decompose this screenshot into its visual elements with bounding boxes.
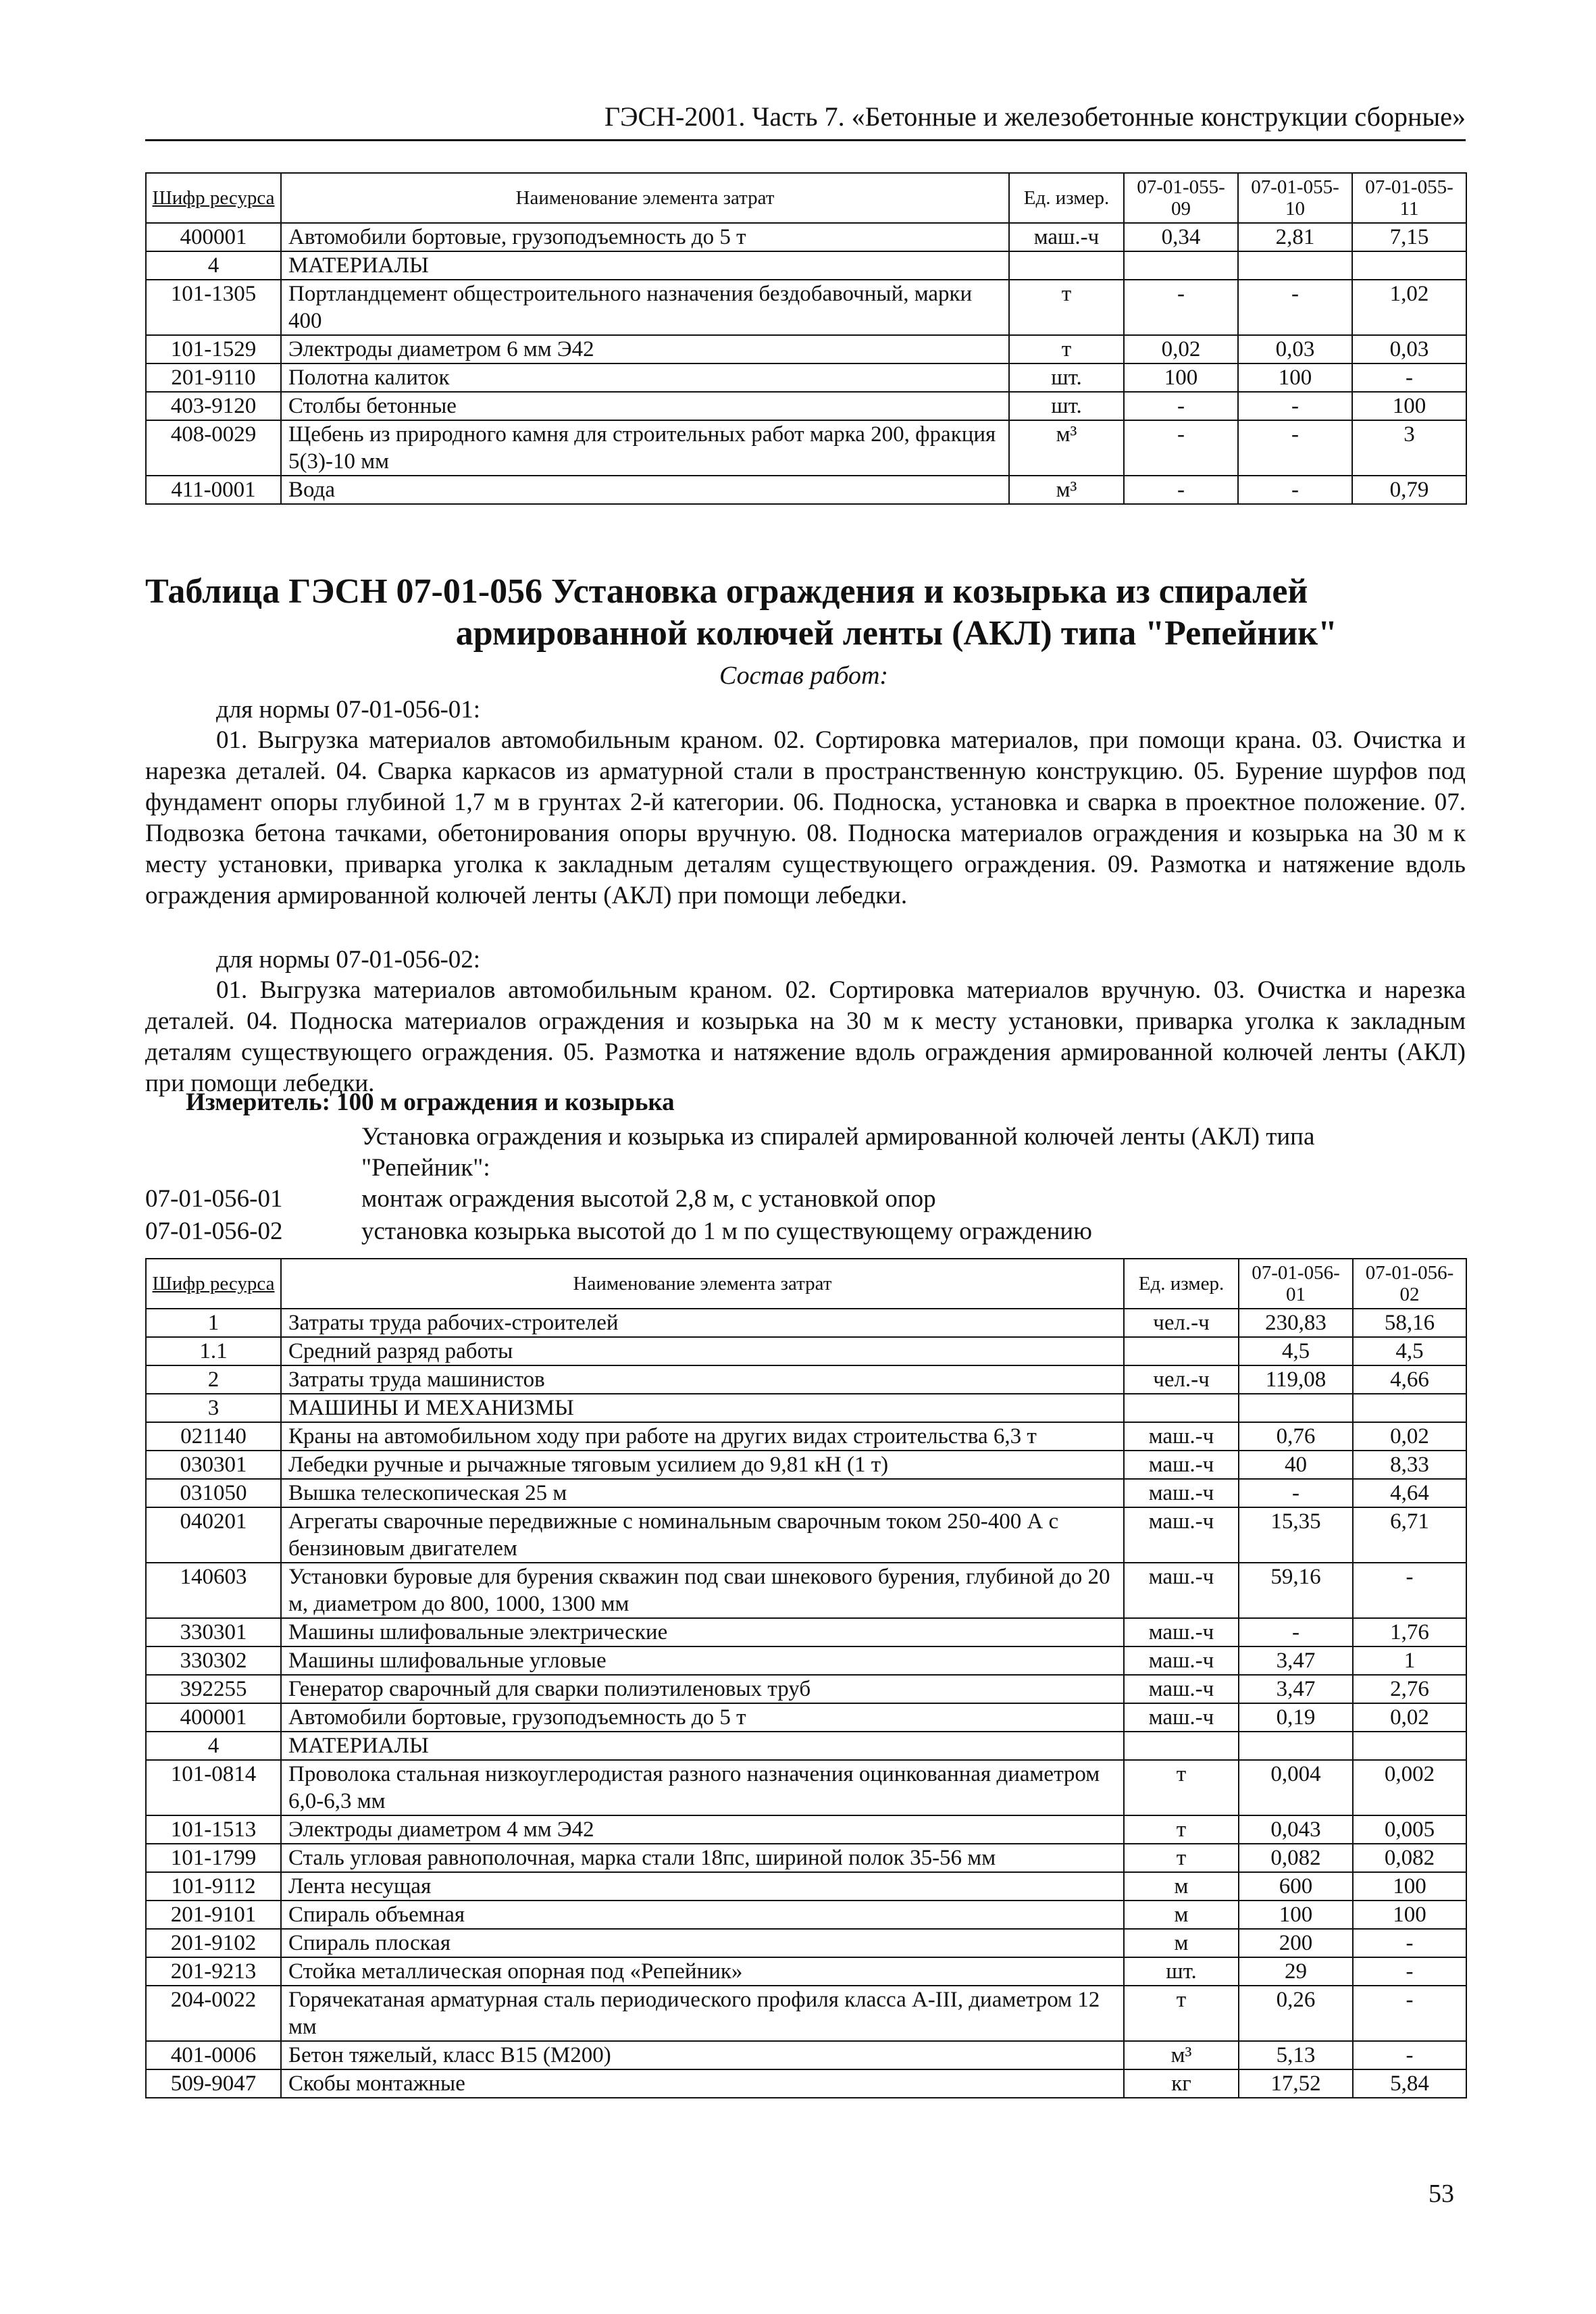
cell-value-2: [1238, 251, 1352, 280]
cell-code: 392255: [146, 1675, 281, 1703]
cell-name: Лебедки ручные и рычажные тяговым усилием до 9,81 кН (1 т): [281, 1451, 1124, 1479]
cell-unit: м: [1124, 1929, 1239, 1957]
header-col-2: 07-01-055-10: [1238, 173, 1352, 223]
cell-value-1: 29: [1239, 1957, 1353, 1986]
table-row: [146, 1479, 1466, 1507]
cell-value-3: 7,15: [1352, 223, 1466, 251]
cell-value-2: 5,84: [1353, 2069, 1466, 2098]
table-row: [146, 392, 1466, 420]
cell-unit: м³: [1009, 420, 1124, 476]
norm-label-02: для нормы 07-01-056-02:: [216, 946, 481, 974]
cell-code: 101-1529: [146, 335, 281, 363]
header-name: Наименование элемента затрат: [281, 173, 1009, 223]
cell-value-2: -: [1353, 1957, 1466, 1986]
cell-code: 4: [146, 251, 281, 280]
cell-name: Проволока стальная низкоуглеродистая разного назначения оцинкованная диаметром 6,0-6,3 мм: [281, 1760, 1124, 1815]
header-col-3: 07-01-055-11: [1352, 173, 1466, 223]
cell-value-2: 1,76: [1353, 1618, 1466, 1646]
cell-unit: маш.-ч: [1124, 1507, 1239, 1563]
cell-value-2: 58,16: [1353, 1309, 1466, 1337]
cell-value-2: 6,71: [1353, 1507, 1466, 1563]
header-code: Шифр ресурса: [146, 1259, 281, 1309]
cell-name: Полотна калиток: [281, 363, 1009, 392]
cell-value-3: 0,03: [1352, 335, 1466, 363]
cell-value-1: -: [1124, 280, 1238, 335]
cell-code: 101-1799: [146, 1844, 281, 1872]
cell-unit: чел.-ч: [1124, 1309, 1239, 1337]
header-col-1: 07-01-055-09: [1124, 173, 1238, 223]
cell-value-2: 2,81: [1238, 223, 1352, 251]
cell-value-1: -: [1124, 476, 1238, 504]
norm-code: 07-01-056-02: [145, 1217, 283, 1245]
norm-code: 07-01-056-01: [145, 1185, 283, 1213]
cell-name: Автомобили бортовые, грузоподъемность до 5 т: [281, 1703, 1124, 1732]
cell-value-2: 0,005: [1353, 1815, 1466, 1844]
table-row: [146, 1646, 1466, 1675]
cell-code: 330301: [146, 1618, 281, 1646]
header-unit: Ед. измер.: [1124, 1259, 1239, 1309]
cell-name: Бетон тяжелый, класс В15 (М200): [281, 2041, 1124, 2069]
table-row: [146, 223, 1466, 251]
norm-row: [145, 1184, 936, 1215]
cell-value-2: 4,66: [1353, 1365, 1466, 1394]
cell-name: Лента несущая: [281, 1872, 1124, 1901]
cell-value-3: 3: [1352, 420, 1466, 476]
page-number: 53: [1428, 2180, 1454, 2208]
table-row: [146, 2041, 1466, 2069]
table-row: [146, 1337, 1466, 1365]
cell-name: Вода: [281, 476, 1009, 504]
cell-code: 201-9101: [146, 1901, 281, 1929]
cell-unit: маш.-ч: [1124, 1618, 1239, 1646]
cell-value-1: -: [1239, 1479, 1353, 1507]
header-col-1: 07-01-056-01: [1239, 1259, 1353, 1309]
cell-value-2: -: [1353, 2041, 1466, 2069]
cell-name: Агрегаты сварочные передвижные с номинальным сварочным током 250-400 А с бензиновым двигателем: [281, 1507, 1124, 1563]
cell-name: Машины шлифовальные угловые: [281, 1646, 1124, 1675]
cell-value-3: -: [1352, 363, 1466, 392]
cell-value-1: 59,16: [1239, 1563, 1353, 1618]
cell-value-1: 0,34: [1124, 223, 1238, 251]
cell-value-2: -: [1238, 392, 1352, 420]
cell-name: Спираль плоская: [281, 1929, 1124, 1957]
cell-code: 040201: [146, 1507, 281, 1563]
cell-value-1: -: [1124, 420, 1238, 476]
table-row: [146, 1618, 1466, 1646]
table-row: [146, 1901, 1466, 1929]
cell-value-1: 3,47: [1239, 1675, 1353, 1703]
cell-code: 4: [146, 1732, 281, 1760]
cell-value-1: 200: [1239, 1929, 1353, 1957]
cell-unit: маш.-ч: [1124, 1703, 1239, 1732]
cell-value-2: -: [1238, 476, 1352, 504]
cell-code: 140603: [146, 1563, 281, 1618]
header-code: Шифр ресурса: [146, 173, 281, 223]
cell-unit: т: [1124, 1844, 1239, 1872]
cell-value-1: [1239, 1732, 1353, 1760]
cell-value-1: 4,5: [1239, 1337, 1353, 1365]
table-row: [146, 335, 1466, 363]
cell-unit: шт.: [1124, 1957, 1239, 1986]
cell-value-1: 17,52: [1239, 2069, 1353, 2098]
table-title-line-2: армированной колючей ленты (АКЛ) типа "Репейник": [455, 614, 1337, 653]
cell-name: Краны на автомобильном ходу при работе на других видах строительства 6,3 т: [281, 1422, 1124, 1451]
table-header-row: [146, 173, 1466, 223]
cell-unit: маш.-ч: [1124, 1479, 1239, 1507]
cell-name: Щебень из природного камня для строительных работ марка 200, фракция 5(3)-10 мм: [281, 420, 1009, 476]
cell-code: 400001: [146, 223, 281, 251]
cell-value-1: 5,13: [1239, 2041, 1353, 2069]
cell-code: 408-0029: [146, 420, 281, 476]
cell-value-2: 100: [1238, 363, 1352, 392]
table-row: [146, 1309, 1466, 1337]
cell-value-1: 40: [1239, 1451, 1353, 1479]
cell-value-2: 0,082: [1353, 1844, 1466, 1872]
cell-value-1: 100: [1124, 363, 1238, 392]
cell-value-2: 0,03: [1238, 335, 1352, 363]
cell-name: Скобы монтажные: [281, 2069, 1124, 2098]
cell-unit: т: [1124, 1760, 1239, 1815]
table-row: [146, 1451, 1466, 1479]
cell-value-1: 100: [1239, 1901, 1353, 1929]
works-text-02: 01. Выгрузка материалов автомобильным краном. 02. Сортировка материалов вручную. 03. Очистка и нарезка деталей. 04. Подноска материалов ограждения и козырька на 30 м к месту установки, приварка уголка к закладным деталям существующего ограждения. 05. Размотка и натяжение вдоль ограждения армированной колючей ленты (АКЛ) при помощи лебедки.: [145, 976, 1466, 1097]
cell-unit: м³: [1124, 2041, 1239, 2069]
table-title-line-1: Таблица ГЭСН 07-01-056 Установка ограждения и козырька из спиралей: [145, 572, 1308, 611]
header-col-2: 07-01-056-02: [1353, 1259, 1466, 1309]
cell-code: 021140: [146, 1422, 281, 1451]
cell-value-1: 0,02: [1124, 335, 1238, 363]
cell-name: МАТЕРИАЛЫ: [281, 251, 1009, 280]
cell-value-2: 0,02: [1353, 1422, 1466, 1451]
cell-unit: шт.: [1009, 363, 1124, 392]
table-row: [146, 363, 1466, 392]
cell-unit: шт.: [1009, 392, 1124, 420]
cell-value-2: 0,02: [1353, 1703, 1466, 1732]
cell-name: Сталь угловая равнополочная, марка стали 18пс, шириной полок 35-56 мм: [281, 1844, 1124, 1872]
cell-code: 101-1513: [146, 1815, 281, 1844]
cell-value-1: 119,08: [1239, 1365, 1353, 1394]
norm-text: монтаж ограждения высотой 2,8 м, с установкой опор: [361, 1185, 936, 1213]
table-header-row: [146, 1259, 1466, 1309]
cell-name: МАТЕРИАЛЫ: [281, 1732, 1124, 1760]
cell-name: Генератор сварочный для сварки полиэтиленовых труб: [281, 1675, 1124, 1703]
norm-description: Установка ограждения и козырька из спиралей армированной колючей ленты (АКЛ) типа "Репейник":: [361, 1123, 1315, 1182]
cell-name: Стойка металлическая опорная под «Репейник»: [281, 1957, 1124, 1986]
table-row: [146, 1563, 1466, 1618]
cell-name: Электроды диаметром 4 мм Э42: [281, 1815, 1124, 1844]
table-row: [146, 1422, 1466, 1451]
cell-value-1: [1124, 251, 1238, 280]
cell-code: 201-9102: [146, 1929, 281, 1957]
resource-table-055: [145, 172, 1467, 505]
table-row: [146, 1957, 1466, 1986]
cell-code: 509-9047: [146, 2069, 281, 2098]
cell-code: 330302: [146, 1646, 281, 1675]
cell-value-2: -: [1353, 1929, 1466, 1957]
cell-code: 204-0022: [146, 1986, 281, 2041]
cell-unit: т: [1124, 1986, 1239, 2041]
table-row: [146, 1507, 1466, 1563]
header-unit: Ед. измер.: [1009, 173, 1124, 223]
cell-code: 101-1305: [146, 280, 281, 335]
meter-unit: Измеритель: 100 м ограждения и козырька: [186, 1088, 675, 1116]
cell-code: 400001: [146, 1703, 281, 1732]
cell-value-3: 100: [1352, 392, 1466, 420]
cell-name: Столбы бетонные: [281, 392, 1009, 420]
cell-value-3: 1,02: [1352, 280, 1466, 335]
table-row: [146, 1394, 1466, 1422]
cell-code: 030301: [146, 1451, 281, 1479]
cell-unit: м: [1124, 1901, 1239, 1929]
norm-row: [145, 1216, 1092, 1247]
cell-unit: кг: [1124, 2069, 1239, 2098]
cell-value-1: 0,004: [1239, 1760, 1353, 1815]
cell-name: Вышка телескопическая 25 м: [281, 1479, 1124, 1507]
cell-name: Спираль объемная: [281, 1901, 1124, 1929]
table-row: [146, 1675, 1466, 1703]
running-header: ГЭСН-2001. Часть 7. «Бетонные и железобетонные конструкции сборные»: [145, 101, 1466, 141]
cell-name: Автомобили бортовые, грузоподъемность до 5 т: [281, 223, 1009, 251]
norm-label-01: для нормы 07-01-056-01:: [216, 696, 481, 724]
table-row: [146, 1986, 1466, 2041]
cell-code: 411-0001: [146, 476, 281, 504]
norm-text: установка козырька высотой до 1 м по существующему ограждению: [361, 1217, 1092, 1245]
cell-code: 201-9110: [146, 363, 281, 392]
works-text-01: 01. Выгрузка материалов автомобильным краном. 02. Сортировка материалов, при помощи крана. 03. Очистка и нарезка деталей. 04. Сварка каркасов из арматурной стали в пространственную конструкцию. 05. Бурение шурфов под фундамент опоры глубиной 1,7 м в грунтах 2-й категории. 06. Подноска, установка и сварка в проектное положение. 07. Подвозка бетона тачками, обетонирования опоры вручную. 08. Подноска материалов ограждения и козырька на 30 м к месту установки, приварка уголка к закладным деталям существующего ограждения. 09. Размотка и натяжение вдоль ограждения армированной колючей ленты (АКЛ) при помощи лебедки.: [145, 726, 1466, 909]
cell-name: Портландцемент общестроительного назначения бездобавочный, марки 400: [281, 280, 1009, 335]
table-row: [146, 1872, 1466, 1901]
resource-table-056: [145, 1258, 1467, 2098]
cell-name: Электроды диаметром 6 мм Э42: [281, 335, 1009, 363]
cell-unit: м: [1124, 1872, 1239, 1901]
cell-value-1: 0,26: [1239, 1986, 1353, 2041]
cell-value-1: -: [1124, 392, 1238, 420]
table-row: [146, 1732, 1466, 1760]
cell-code: 101-9112: [146, 1872, 281, 1901]
cell-code: 031050: [146, 1479, 281, 1507]
cell-code: 201-9213: [146, 1957, 281, 1986]
header-name: Наименование элемента затрат: [281, 1259, 1124, 1309]
cell-name: Горячекатаная арматурная сталь периодического профиля класса А-III, диаметром 12 мм: [281, 1986, 1124, 2041]
table-row: [146, 1844, 1466, 1872]
table-row: [146, 1365, 1466, 1394]
cell-value-2: 4,5: [1353, 1337, 1466, 1365]
table-row: [146, 1703, 1466, 1732]
composition-heading: Состав работ:: [719, 661, 889, 690]
cell-unit: т: [1124, 1815, 1239, 1844]
cell-code: 403-9120: [146, 392, 281, 420]
table-title: [145, 571, 1466, 655]
cell-unit: т: [1009, 280, 1124, 335]
cell-unit: маш.-ч: [1124, 1646, 1239, 1675]
table-row: [146, 280, 1466, 335]
cell-unit: [1009, 251, 1124, 280]
cell-unit: маш.-ч: [1124, 1422, 1239, 1451]
cell-name: Машины шлифовальные электрические: [281, 1618, 1124, 1646]
cell-value-1: [1239, 1394, 1353, 1422]
table-row: [146, 1815, 1466, 1844]
cell-unit: маш.-ч: [1009, 223, 1124, 251]
cell-name: Установки буровые для бурения скважин под сваи шнекового бурения, глубиной до 20 м, диаметром до 800, 1000, 1300 мм: [281, 1563, 1124, 1618]
cell-value-1: 15,35: [1239, 1507, 1353, 1563]
cell-value-1: 0,082: [1239, 1844, 1353, 1872]
cell-unit: [1124, 1337, 1239, 1365]
table-row: [146, 1929, 1466, 1957]
cell-unit: [1124, 1732, 1239, 1760]
cell-value-2: 4,64: [1353, 1479, 1466, 1507]
cell-value-2: -: [1238, 280, 1352, 335]
cell-value-3: 0,79: [1352, 476, 1466, 504]
cell-unit: м³: [1009, 476, 1124, 504]
cell-code: 101-0814: [146, 1760, 281, 1815]
cell-name: Затраты труда машинистов: [281, 1365, 1124, 1394]
cell-value-3: [1352, 251, 1466, 280]
cell-unit: [1124, 1394, 1239, 1422]
cell-value-2: -: [1238, 420, 1352, 476]
cell-value-2: 100: [1353, 1901, 1466, 1929]
cell-name: Затраты труда рабочих-строителей: [281, 1309, 1124, 1337]
cell-value-1: 0,19: [1239, 1703, 1353, 1732]
cell-value-1: -: [1239, 1618, 1353, 1646]
table-row: [146, 476, 1466, 504]
table-row: [146, 420, 1466, 476]
cell-value-1: 600: [1239, 1872, 1353, 1901]
cell-code: 1.1: [146, 1337, 281, 1365]
cell-value-2: 0,002: [1353, 1760, 1466, 1815]
cell-unit: маш.-ч: [1124, 1563, 1239, 1618]
table-row: [146, 251, 1466, 280]
cell-unit: маш.-ч: [1124, 1451, 1239, 1479]
cell-value-2: 2,76: [1353, 1675, 1466, 1703]
cell-unit: маш.-ч: [1124, 1675, 1239, 1703]
cell-value-2: 100: [1353, 1872, 1466, 1901]
table-row: [146, 1760, 1466, 1815]
cell-value-2: -: [1353, 1563, 1466, 1618]
cell-value-1: 3,47: [1239, 1646, 1353, 1675]
cell-unit: чел.-ч: [1124, 1365, 1239, 1394]
cell-value-1: 230,83: [1239, 1309, 1353, 1337]
cell-value-2: -: [1353, 1986, 1466, 2041]
cell-value-2: [1353, 1394, 1466, 1422]
cell-value-2: 1: [1353, 1646, 1466, 1675]
cell-code: 3: [146, 1394, 281, 1422]
cell-value-1: 0,043: [1239, 1815, 1353, 1844]
cell-value-1: 0,76: [1239, 1422, 1353, 1451]
cell-unit: т: [1009, 335, 1124, 363]
cell-name: МАШИНЫ И МЕХАНИЗМЫ: [281, 1394, 1124, 1422]
cell-value-2: [1353, 1732, 1466, 1760]
cell-code: 401-0006: [146, 2041, 281, 2069]
cell-code: 1: [146, 1309, 281, 1337]
cell-name: Средний разряд работы: [281, 1337, 1124, 1365]
cell-code: 2: [146, 1365, 281, 1394]
cell-value-2: 8,33: [1353, 1451, 1466, 1479]
table-row: [146, 2069, 1466, 2098]
